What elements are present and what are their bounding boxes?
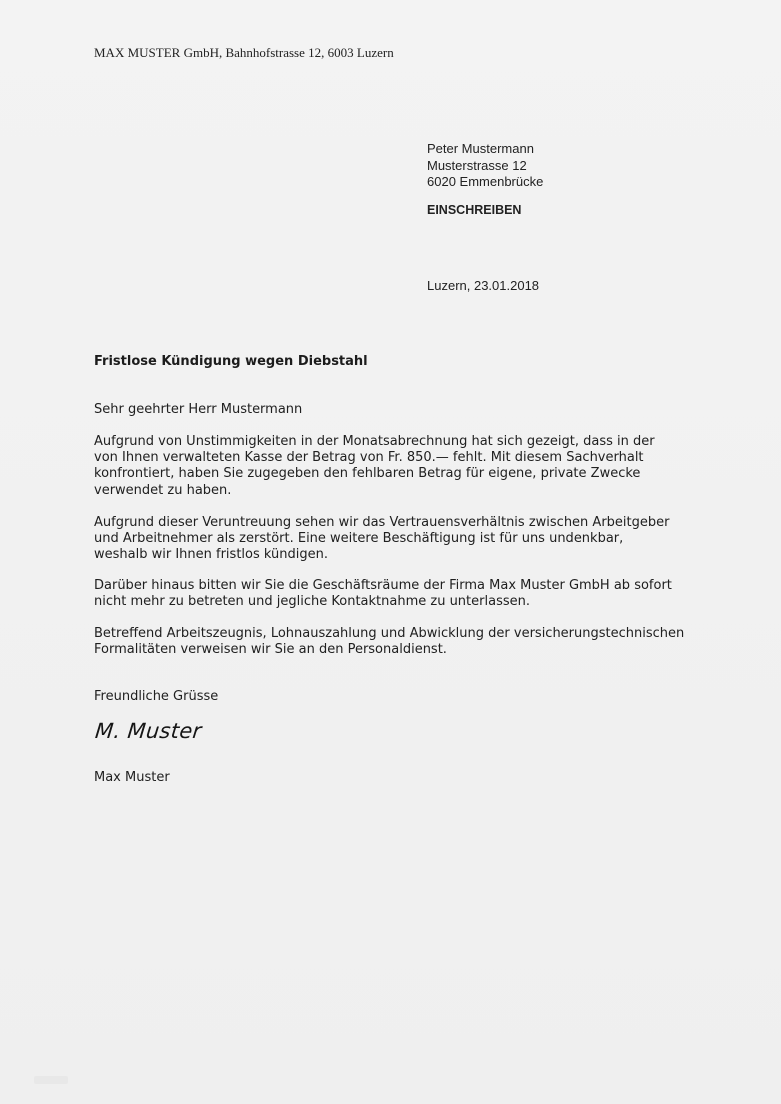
paragraph-line: weshalb wir Ihnen fristlos kündigen. [94,547,328,563]
recipient-address-block [427,141,543,191]
paragraph-line: konfrontiert, haben Sie zugegeben den fehlbaren Betrag für eigene, private Zwecke [94,466,641,482]
closing-greeting: Freundliche Grüsse [94,689,219,704]
paragraph-line: Betreffend Arbeitszeugnis, Lohnauszahlung und Abwicklung der versicherungstechnischen [94,626,685,641]
place-and-date: Luzern, 23.01.2018 [427,278,540,293]
letter-subject: Fristlose Kündigung wegen Diebstahl [94,354,368,369]
salutation: Sehr geehrter Herr Mustermann [94,402,303,417]
paragraph-line: von Ihnen verwalteten Kasse der Betrag von Fr. 850.— fehlt. Mit diesem Sachverhalt [94,450,644,466]
signer-name: Max Muster [94,770,170,785]
registered-mail-label: EINSCHREIBEN [427,203,522,217]
paragraph-1 [94,434,694,499]
paragraph-3 [94,578,694,610]
paragraph-4 [94,626,694,658]
paragraph-2 [94,515,694,564]
recipient-name: Peter Mustermann [427,141,534,156]
paragraph-line: verwendet zu haben. [94,482,232,498]
paragraph-line: nicht mehr zu betreten und jegliche Kontaktnahme zu unterlassen. [94,594,530,610]
paragraph-line: und Arbeitnehmer als zerstört. Eine weitere Beschäftigung ist für uns undenkbar, [94,531,624,547]
paragraph-line: Formalitäten verweisen wir Sie an den Personaldienst. [94,642,447,658]
recipient-street: Musterstrasse 12 [427,157,527,173]
faint-watermark-mark [34,1076,68,1084]
paragraph-line: Aufgrund dieser Veruntreuung sehen wir das Vertrauensverhältnis zwischen Arbeitgeber [94,515,670,530]
handwritten-signature: M. Muster [94,719,203,743]
paragraph-line: Aufgrund von Unstimmigkeiten in der Monatsabrechnung hat sich gezeigt, dass in der [94,434,655,449]
sender-address-line: MAX MUSTER GmbH, Bahnhofstrasse 12, 6003 Luzern [94,45,394,60]
recipient-city: 6020 Emmenbrücke [427,174,544,189]
paragraph-line: Darüber hinaus bitten wir Sie die Geschäftsräume der Firma Max Muster GmbH ab sofort [94,578,672,593]
